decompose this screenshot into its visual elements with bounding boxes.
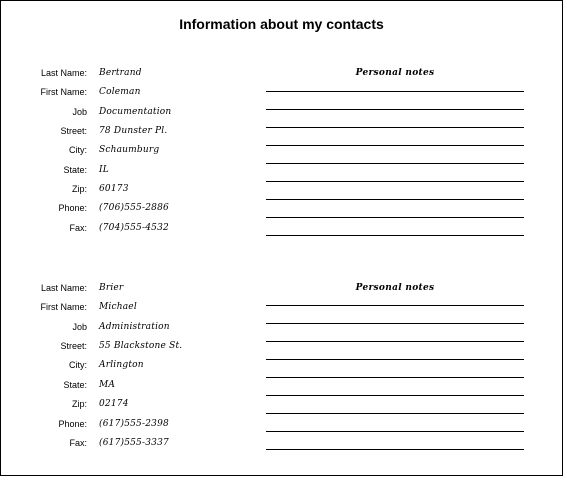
- phone-label: Phone:: [58, 203, 87, 213]
- phone-value: (706)555-2886: [99, 203, 169, 213]
- street-value: 55 Blackstone St.: [99, 341, 183, 351]
- personal-notes-heading: Personal notes: [355, 283, 435, 293]
- phone-value: (617)555-2398: [99, 419, 169, 429]
- note-line: [266, 323, 524, 324]
- note-line: [266, 377, 524, 378]
- last-name-label: Last Name:: [40, 283, 87, 293]
- zip-value: 02174: [99, 399, 129, 409]
- note-line: [266, 217, 524, 218]
- note-line: [266, 181, 524, 182]
- note-line: [266, 109, 524, 110]
- note-line: [266, 145, 524, 146]
- personal-notes-heading: Personal notes: [355, 68, 435, 78]
- city-label: City:: [69, 360, 87, 370]
- note-line: [266, 431, 524, 432]
- first-name-value: Coleman: [99, 87, 141, 97]
- fax-label: Fax:: [69, 223, 87, 233]
- state-label: State:: [63, 165, 87, 175]
- street-label: Street:: [60, 341, 87, 351]
- zip-label: Zip:: [71, 399, 87, 409]
- note-line: [266, 449, 524, 450]
- job-value: Administration: [99, 322, 170, 332]
- note-line: [266, 235, 524, 236]
- zip-label: Zip:: [71, 184, 87, 194]
- first-name-value: Michael: [99, 302, 137, 312]
- street-label: Street:: [60, 126, 87, 136]
- note-line: [266, 127, 524, 128]
- note-line: [266, 199, 524, 200]
- job-value: Documentation: [99, 107, 172, 117]
- last-name-value: Brier: [99, 283, 124, 293]
- note-line: [266, 395, 524, 396]
- page-title: Information about my contacts: [179, 16, 384, 32]
- last-name-label: Last Name:: [40, 68, 87, 78]
- state-value: IL: [99, 165, 109, 175]
- note-line: [266, 359, 524, 360]
- phone-label: Phone:: [58, 419, 87, 429]
- city-label: City:: [69, 145, 87, 155]
- state-value: MA: [99, 380, 116, 390]
- note-line: [266, 163, 524, 164]
- city-value: Arlington: [99, 360, 144, 370]
- city-value: Schaumburg: [99, 145, 160, 155]
- fax-value: (704)555-4532: [99, 223, 169, 233]
- job-label: Job: [72, 107, 87, 117]
- street-value: 78 Dunster Pl.: [99, 126, 168, 136]
- note-line: [266, 305, 524, 306]
- note-line: [266, 341, 524, 342]
- job-label: Job: [72, 322, 87, 332]
- fax-value: (617)555-3337: [99, 438, 169, 448]
- note-line: [266, 413, 524, 414]
- zip-value: 60173: [99, 184, 129, 194]
- fax-label: Fax:: [69, 438, 87, 448]
- first-name-label: First Name:: [40, 87, 87, 97]
- first-name-label: First Name:: [40, 302, 87, 312]
- state-label: State:: [63, 380, 87, 390]
- note-line: [266, 91, 524, 92]
- last-name-value: Bertrand: [99, 68, 142, 78]
